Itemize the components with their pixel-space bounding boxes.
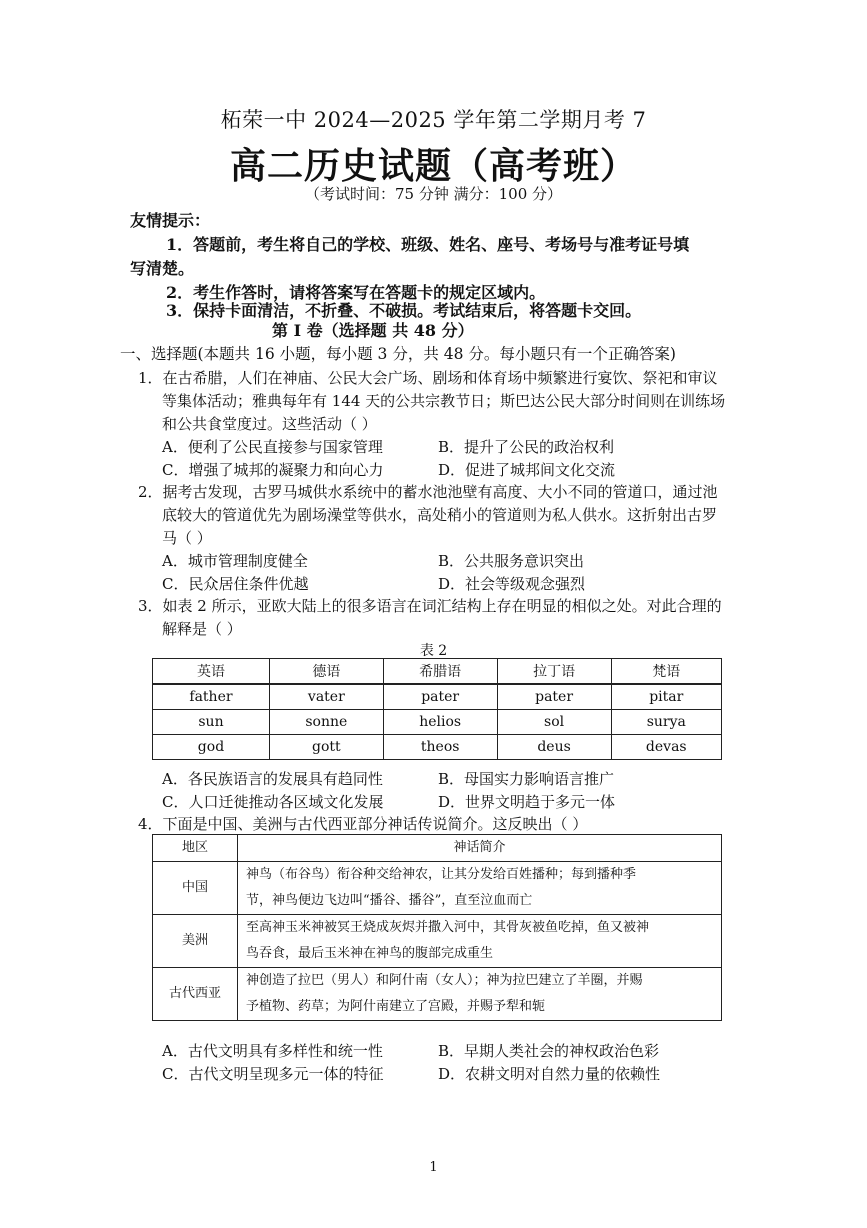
q1-line-1: 1．在古希腊，人们在神庙、公民大会广场、剧场和体育场中频繁进行宴饮、祭祀和审议 xyxy=(138,369,718,387)
q4-line: 4．下面是中国、美洲与古代西亚部分神话传说简介。这反映出（ ） xyxy=(138,815,588,833)
q1-line-3: 和公共食堂度过。这些活动（ ） xyxy=(162,415,377,433)
q3-option-c: C．人口迁徙推动各区域文化发展 xyxy=(162,793,384,811)
q1-option-b: B．提升了公民的政治权利 xyxy=(438,438,615,456)
table-header-cell: 英语 xyxy=(153,659,270,685)
myth-table xyxy=(152,834,722,1021)
table-cell: devas xyxy=(611,735,721,760)
myth-line: 节，神鸟便边飞边叫“播谷、播谷”，直至泣血而亡 xyxy=(246,893,533,908)
q1-line-2: 等集体活动；雅典每年有 144 天的公共宗教节日；斯巴达公民大部分时间则在训练场 xyxy=(162,392,726,410)
table-cell: surya xyxy=(611,710,721,735)
myth-line: 神创造了拉巴（男人）和阿什南（女人）；神为拉巴建立了羊圈，并赐 xyxy=(246,973,643,988)
page-number: 1 xyxy=(429,1160,438,1175)
myth-line: 鸟吞食，最后玉米神在神鸟的腹部完成重生 xyxy=(246,946,494,961)
q3-option-a: A．各民族语言的发展具有趋同性 xyxy=(162,770,383,788)
q2-option-b: B．公共服务意识突出 xyxy=(438,552,585,570)
q2-option-c: C．民众居住条件优越 xyxy=(162,575,309,593)
q4-option-b: B．早期人类社会的神权政治色彩 xyxy=(438,1042,660,1060)
table-cell: vater xyxy=(269,684,383,710)
q1-option-d: D．促进了城邦间文化交流 xyxy=(438,461,616,479)
tip-3: 3．保持卡面清洁，不折叠、不破损。考试结束后，将答题卡交回。 xyxy=(166,301,642,320)
myth-region: 古代西亚 xyxy=(153,968,238,1021)
myth-summary xyxy=(238,968,722,1021)
tip-1b: 写清楚。 xyxy=(130,259,195,278)
table-cell: gott xyxy=(269,735,383,760)
table-row xyxy=(153,710,722,735)
table-row xyxy=(153,684,722,710)
q1-option-a: A．便利了公民直接参与国家管理 xyxy=(162,438,383,456)
table-cell: sun xyxy=(153,710,270,735)
table-row xyxy=(153,735,722,760)
table-header-cell: 梵语 xyxy=(611,659,721,685)
myth-row-west-asia xyxy=(153,968,722,1021)
myth-summary xyxy=(238,915,722,968)
q3-line-1: 3．如表 2 所示，亚欧大陆上的很多语言在词汇结构上存在明显的相似之处。对此合理的 xyxy=(138,597,722,615)
table-header-row xyxy=(153,659,722,685)
q2-line-3: 马（ ） xyxy=(162,529,212,547)
table-cell: sonne xyxy=(269,710,383,735)
q4-option-c: C．古代文明呈现多元一体的特征 xyxy=(162,1065,384,1083)
table-cell: pitar xyxy=(611,684,721,710)
q3-option-d: D．世界文明趋于多元一体 xyxy=(438,793,616,811)
table-cell: pater xyxy=(383,684,497,710)
q4-option-a: A．古代文明具有多样性和统一性 xyxy=(162,1042,383,1060)
tips-heading: 友情提示： xyxy=(130,211,211,230)
section-title: 第 I 卷（选择题 共 48 分） xyxy=(272,321,474,340)
q3-option-b: B．母国实力影响语言推广 xyxy=(438,770,615,788)
myth-summary xyxy=(238,862,722,915)
exam-meta: （考试时间：75 分钟 满分：100 分） xyxy=(304,185,563,203)
q2-line-2: 底较大的管道优先为剧场澡堂等供水，高处稍小的管道则为私人供水。这折射出古罗 xyxy=(162,506,718,524)
q3-line-2: 解释是（ ） xyxy=(162,620,242,638)
q2-option-a: A．城市管理制度健全 xyxy=(162,552,308,570)
table-cell: father xyxy=(153,684,270,710)
tip-1a: 1．答题前，考生将自己的学校、班级、姓名、座号、考场号与准考证号填 xyxy=(166,235,690,254)
myth-region: 美洲 xyxy=(153,915,238,968)
myth-row-china xyxy=(153,862,722,915)
language-table xyxy=(152,658,722,760)
myth-line: 神鸟（布谷鸟）衔谷种交给神农，让其分发给百姓播种；每到播种季 xyxy=(246,867,637,882)
table-cell: god xyxy=(153,735,270,760)
table-header-cell: 拉丁语 xyxy=(497,659,611,685)
myth-row-america xyxy=(153,915,722,968)
page-title: 高二历史试题（高考班） xyxy=(229,145,637,187)
section-part1: 一、选择题(本题共 16 小题，每小题 3 分，共 48 分。每小题只有一个正确答案) xyxy=(120,345,676,363)
table-cell: sol xyxy=(497,710,611,735)
q4-option-d: D．农耕文明对自然力量的依赖性 xyxy=(438,1065,661,1083)
myth-header-summary: 神话简介 xyxy=(238,835,722,862)
q2-option-d: D．社会等级观念强烈 xyxy=(438,575,586,593)
table-header-cell: 德语 xyxy=(269,659,383,685)
q2-line-1: 2．据考古发现，古罗马城供水系统中的蓄水池池壁有高度、大小不同的管道口，通过池 xyxy=(138,483,718,501)
table-cell: theos xyxy=(383,735,497,760)
myth-header-region: 地区 xyxy=(153,835,238,862)
tip-2: 2．考生作答时，请将答案写在答题卡的规定区域内。 xyxy=(166,283,546,302)
table-cell: deus xyxy=(497,735,611,760)
table-caption: 表 2 xyxy=(419,643,448,659)
table-cell: helios xyxy=(383,710,497,735)
myth-region: 中国 xyxy=(153,862,238,915)
myth-line: 予植物、药草；为阿什南建立了宫殿，并赐予犁和轭 xyxy=(246,999,546,1014)
exam-header-line: 柘荣一中 2024—2025 学年第二学期月考 7 xyxy=(220,108,647,132)
table-cell: pater xyxy=(497,684,611,710)
q1-option-c: C．增强了城邦的凝聚力和向心力 xyxy=(162,461,384,479)
myth-table-header-row xyxy=(153,835,722,862)
myth-line: 至高神玉米神被冥王烧成灰烬并撒入河中，其骨灰被鱼吃掉，鱼又被神 xyxy=(246,920,650,935)
table-header-cell: 希腊语 xyxy=(383,659,497,685)
